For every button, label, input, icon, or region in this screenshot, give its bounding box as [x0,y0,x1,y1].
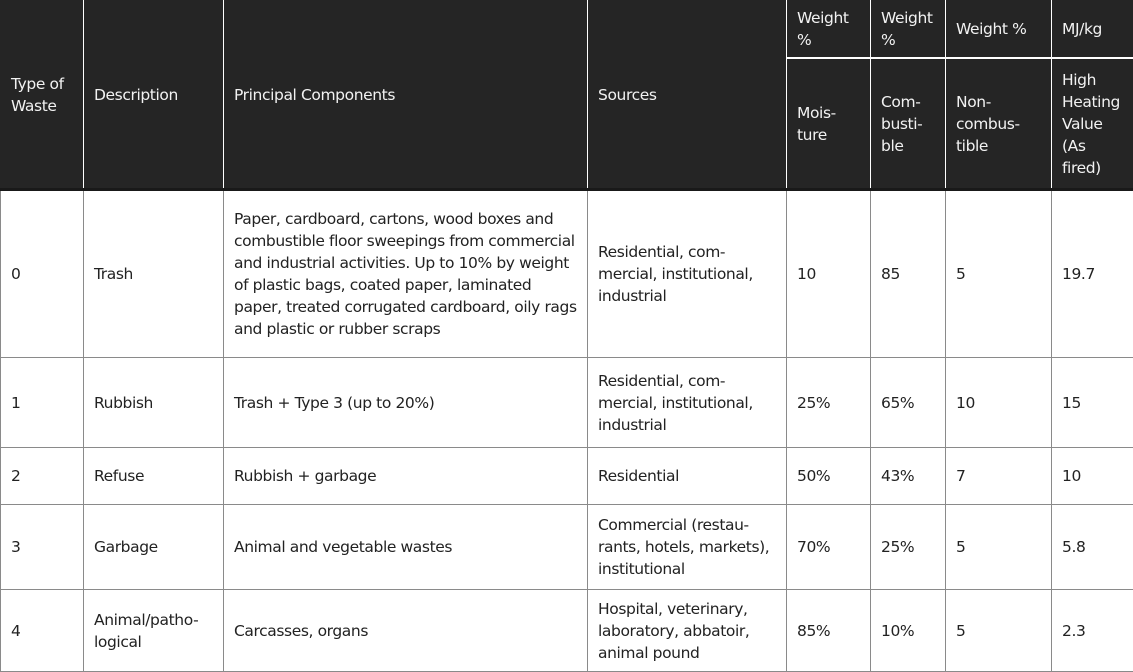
cell-noncombustible: 5 [946,590,1052,672]
header-noncombustible-group: Weight % [946,1,1052,59]
cell-combustible: 10% [871,590,946,672]
header-moisture-group: Weight % [787,1,871,59]
table-row [1,190,1133,358]
cell-sources: Residential, com-mercial, institutional, industrial [588,190,787,358]
cell-description: Garbage [84,505,224,590]
cell-combustible: 65% [871,358,946,448]
header-type-of-waste: Type of Waste [1,1,84,190]
cell-type: 3 [1,505,84,590]
header-sources: Sources [588,1,787,190]
cell-components: Animal and vegetable wastes [224,505,588,590]
cell-moisture: 10 [787,190,871,358]
cell-heating-value: 10 [1052,448,1133,505]
cell-components: Carcasses, organs [224,590,588,672]
cell-description: Refuse [84,448,224,505]
cell-heating-value: 5.8 [1052,505,1133,590]
cell-moisture: 85% [787,590,871,672]
cell-moisture: 50% [787,448,871,505]
cell-type: 2 [1,448,84,505]
table-row [1,505,1133,590]
cell-noncombustible: 10 [946,358,1052,448]
cell-description: Trash [84,190,224,358]
cell-components: Rubbish + garbage [224,448,588,505]
cell-heating-value: 2.3 [1052,590,1133,672]
cell-noncombustible: 5 [946,190,1052,358]
header-moisture: Mois-ture [787,58,871,190]
table-header [1,1,1133,190]
cell-description: Rubbish [84,358,224,448]
table-body [1,190,1133,672]
cell-moisture: 70% [787,505,871,590]
cell-sources: Commercial (restau-rants, hotels, markets), institutional [588,505,787,590]
header-noncombustible: Non-combus-tible [946,58,1052,190]
cell-combustible: 25% [871,505,946,590]
table-row [1,448,1133,505]
cell-sources: Residential, com-mercial, institutional, industrial [588,358,787,448]
cell-components: Trash + Type 3 (up to 20%) [224,358,588,448]
cell-combustible: 85 [871,190,946,358]
header-heating-value: High Heating Value (As fired) [1052,58,1133,190]
header-combustible: Com-busti-ble [871,58,946,190]
cell-sources: Residential [588,448,787,505]
cell-noncombustible: 7 [946,448,1052,505]
table-row [1,358,1133,448]
cell-sources: Hospital, veterinary, laboratory, abbatoir, animal pound [588,590,787,672]
table-row [1,590,1133,672]
header-description: Description [84,1,224,190]
cell-combustible: 43% [871,448,946,505]
cell-moisture: 25% [787,358,871,448]
header-combustible-group: Weight % [871,1,946,59]
cell-heating-value: 19.7 [1052,190,1133,358]
cell-heating-value: 15 [1052,358,1133,448]
header-principal-components: Principal Components [224,1,588,190]
cell-noncombustible: 5 [946,505,1052,590]
cell-components: Paper, cardboard, cartons, wood boxes and combustible floor sweepings from commercial and industrial activities. Up to 10% by weight of plastic bags, coated paper, laminated paper, treated corrugated cardboard, oily rags and plastic or rubber scraps [224,190,588,358]
header-heating-group: MJ/kg [1052,1,1133,59]
cell-type: 4 [1,590,84,672]
cell-description: Animal/patho-logical [84,590,224,672]
cell-type: 1 [1,358,84,448]
cell-type: 0 [1,190,84,358]
